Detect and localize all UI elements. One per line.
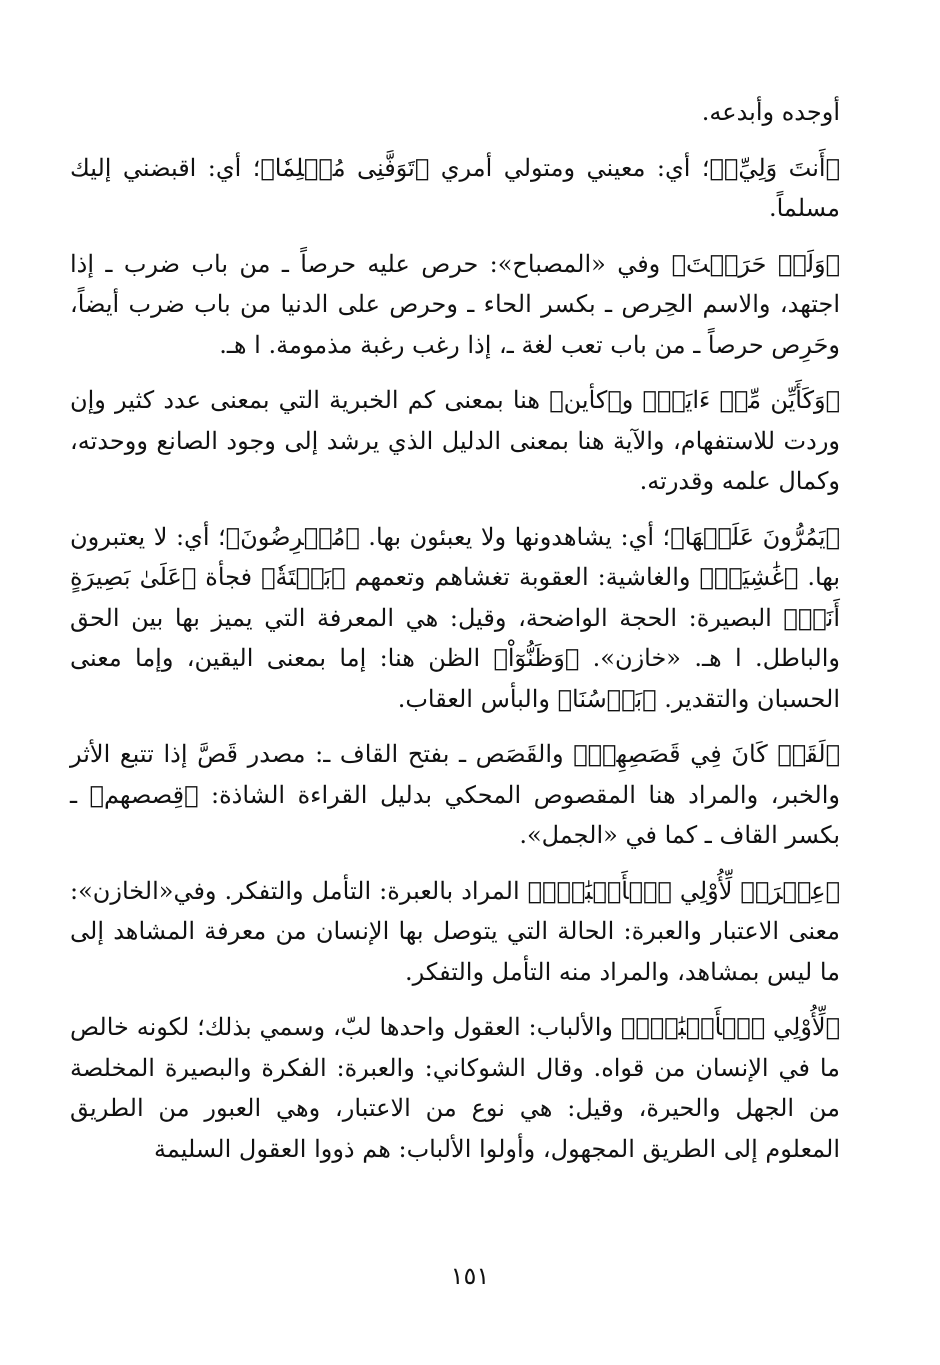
paragraph-1: أوجده وأبدعه. <box>701 98 840 126</box>
paragraph-6: ﴿لَقَدۡ كَانَ فِي قَصَصِهِمۡ﴾ والقَصَص ـ بفتح القاف ـ: مصدر قَصَّ إذا تتبع الأثر والخبر، والمراد هنا المقصوص المحكي بدليل القراءة الشاذة: ﴿قِصصهم﴾ ـ بكسر القاف ـ كما في «الجمل». <box>70 740 841 849</box>
body-text <box>70 92 840 1169</box>
paragraph-2: ﴿أَنتَ وَلِيِّۦ﴾؛ أي: معيني ومتولي أمري ﴿تَوَفَّنِى مُسۡلِمٗا﴾؛ أي: اقبضني إليك مسلماً. <box>70 153 840 222</box>
paragraph-5: ﴿يَمُرُّونَ عَلَيۡهَا﴾؛ أي: يشاهدونها ولا يعبئون بها. ﴿مُعۡرِضُونَ﴾؛ أي: لا يعتبرون بها. ﴿غَٰشِيَةٞ﴾ والغاشية: العقوبة تغشاهم وتعمهم ﴿بَغۡتَةٗ﴾ فجأة ﴿عَلَىٰ بَصِيرَةٍ أَنَا۠﴾ البصيرة: الحجة الواضحة، وقيل: هي المعرفة التي يميز بها بين الحق والباطل. ا هـ. «خازن». ﴿وَظَنُّوٓاْ﴾ الظن هنا: إما بمعنى اليقين، وإما معنى الحسبان والتقدير. ﴿بَأۡسُنَا﴾ والبأس العقاب. <box>70 522 840 713</box>
paragraph-4: ﴿وَكَأَيِّن مِّنۡ ءَايَةٖ﴾ و﴿كأين﴾ هنا بمعنى كم الخبرية التي بمعنى عدد كثير وإن وردت للاستفهام، والآية هنا بمعنى الدليل الذي يرشد إلى وجود الصانع ووحدته، وكمال علمه وقدرته. <box>70 386 840 495</box>
paragraph-7: ﴿عِبۡرَةٞ لِّأُوْلِي ٱلۡأَلۡبَٰبِۗ﴾ المراد بالعبرة: التأمل والتفكر. وفي«الخازن»: معنى الاعتبار والعبرة: الحالة التي يتوصل بها الإنسان من معرفة المشاهد إلى ما ليس بمشاهد، والمراد منه التأمل والتفكر. <box>70 876 840 986</box>
paragraph-3: ﴿وَلَوۡ حَرَصۡتَ﴾ وفي «المصباح»: حرص عليه حرصاً ـ من باب ضرب ـ إذا اجتهد، والاسم الحِرص ـ بكسر الحاء ـ وحرص على الدنيا من باب ضرب أيضاً، وحَرِص حرصاً ـ من باب تعب لغة ـ، إذا رغب رغبة مذمومة. ا هـ. <box>70 249 840 359</box>
paragraph-8: ﴿لِّأُوْلِي ٱلۡأَلۡبَٰبِۗ﴾ والألباب: العقول واحدها لبّ، وسمي بذلك؛ لكونه خالص ما في الإنسان من قواه. وقال الشوكاني: والعبرة: الفكرة والبصيرة المخلصة من الجهل والحيرة، وقيل: هي نوع من الاعتبار، وهي العبور من الطريق المعلوم إلى الطريق المجهول، وأولوا الألباب: هم ذووا العقول السليمة <box>70 1013 840 1163</box>
page-number: ١٥١ <box>450 1262 490 1290</box>
